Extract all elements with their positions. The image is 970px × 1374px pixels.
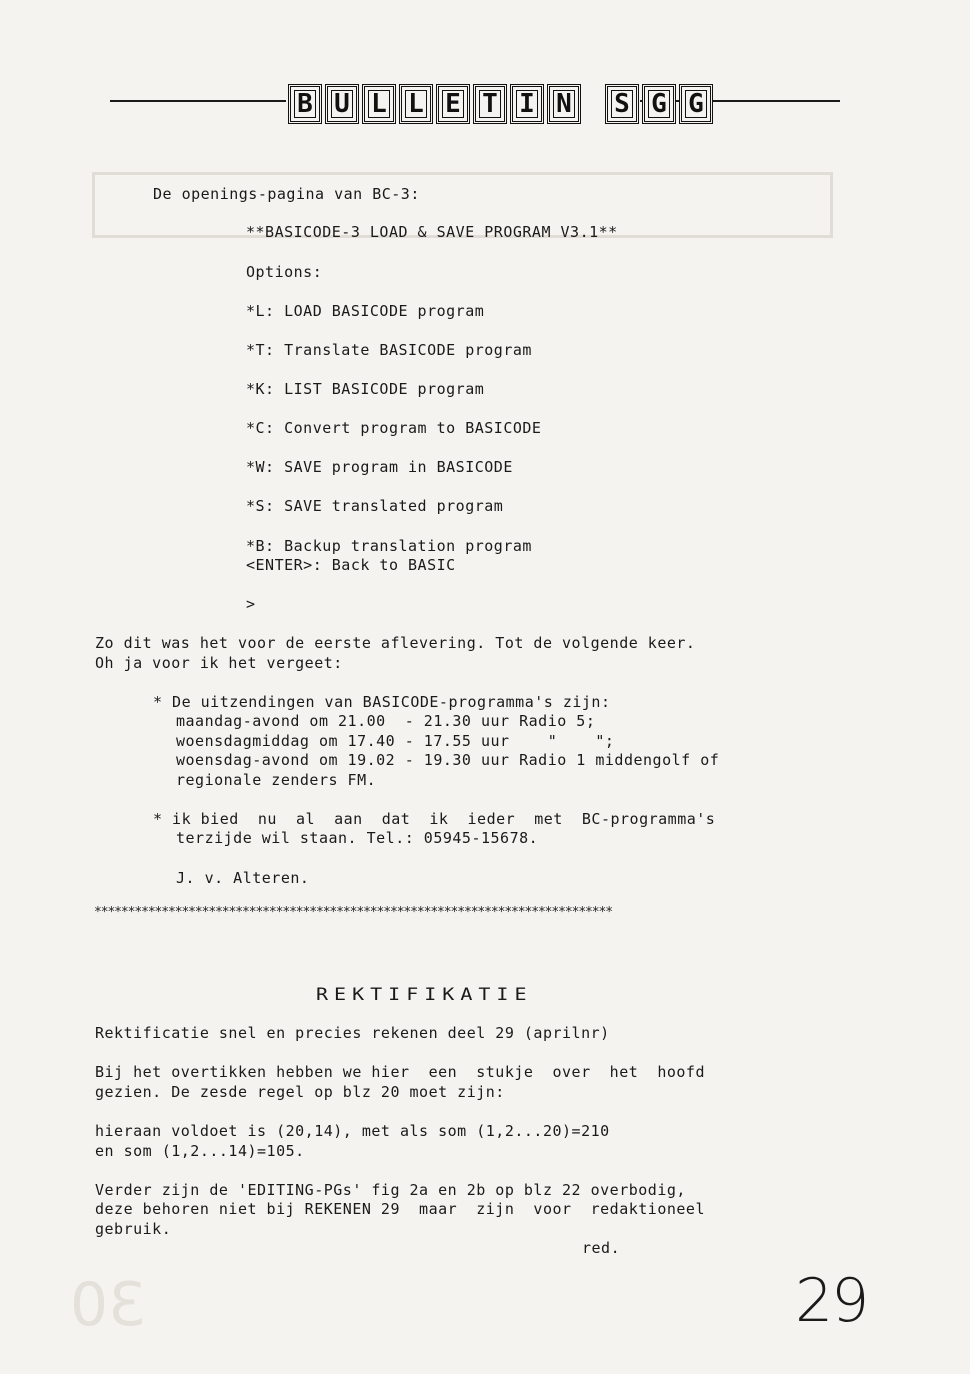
show-through-page-number: 30 bbox=[70, 1270, 147, 1340]
rektifikatie-formula: hieraan voldoet is (20,14), met als som (1,2...20)=210 bbox=[95, 1122, 610, 1140]
offer-line: terzijde wil staan. Tel.: 05945-15678. bbox=[176, 829, 539, 847]
screen-option-w: *W: SAVE program in BASICODE bbox=[246, 458, 513, 476]
masthead-letter: E bbox=[436, 84, 470, 124]
masthead-letter: I bbox=[510, 84, 544, 124]
masthead-letter: G bbox=[679, 84, 713, 124]
masthead-letter: L bbox=[362, 84, 396, 124]
page-number: 29 bbox=[795, 1266, 868, 1336]
screen-options-label: Options: bbox=[246, 263, 323, 281]
broadcast-bullet: * De uitzendingen van BASICODE-programma's zijn: bbox=[153, 693, 611, 711]
masthead bbox=[288, 84, 713, 124]
broadcast-line: maandag-avond om 21.00 - 21.30 uur Radio 5; bbox=[176, 712, 596, 730]
masthead-letter: T bbox=[473, 84, 507, 124]
rektifikatie-paragraph: gebruik. bbox=[95, 1220, 172, 1238]
closing-line-1: Zo dit was het voor de eerste aflevering. Tot de volgende keer. bbox=[95, 634, 696, 652]
rektifikatie-formula: en som (1,2...14)=105. bbox=[95, 1142, 305, 1160]
broadcast-line: woensdagmiddag om 17.40 - 17.55 uur " "; bbox=[176, 732, 615, 750]
screen-option-enter: <ENTER>: Back to BASIC bbox=[246, 556, 456, 574]
masthead-letter: N bbox=[547, 84, 581, 124]
rektifikatie-paragraph: Verder zijn de 'EDITING-PGs' fig 2a en 2b op blz 22 overbodig, bbox=[95, 1181, 686, 1199]
masthead-letter: S bbox=[605, 84, 639, 124]
screen-option-t: *T: Translate BASICODE program bbox=[246, 341, 532, 359]
screen-option-k: *K: LIST BASICODE program bbox=[246, 380, 485, 398]
masthead-letter: B bbox=[288, 84, 322, 124]
broadcast-line: woensdag-avond om 19.02 - 19.30 uur Radio 1 middengolf of bbox=[176, 751, 720, 769]
masthead-letter: G bbox=[642, 84, 676, 124]
rektifikatie-paragraph: deze behoren niet bij REKENEN 29 maar zijn voor redaktioneel bbox=[95, 1200, 705, 1218]
masthead-letter: L bbox=[399, 84, 433, 124]
rektifikatie-paragraph: gezien. De zesde regel op blz 20 moet zijn: bbox=[95, 1083, 505, 1101]
closing-line-2: Oh ja voor ik het vergeet: bbox=[95, 654, 343, 672]
rektifikatie-paragraph: Bij het overtikken hebben we hier een stukje over het hoofd bbox=[95, 1063, 705, 1081]
offer-bullet: * ik bied nu al aan dat ik ieder met BC-programma's bbox=[153, 810, 716, 828]
screen-prompt: > bbox=[246, 595, 256, 613]
masthead-letter: U bbox=[325, 84, 359, 124]
author-signature: J. v. Alteren. bbox=[176, 869, 310, 887]
screen-option-b: *B: Backup translation program bbox=[246, 537, 532, 555]
separator-stars: ***************************************************************************** bbox=[94, 905, 612, 920]
rektifikatie-subject: Rektificatie snel en precies rekenen deel 29 (aprilnr) bbox=[95, 1024, 610, 1042]
editor-signature: red. bbox=[582, 1239, 621, 1257]
screen-option-s: *S: SAVE translated program bbox=[246, 497, 504, 515]
screen-option-c: *C: Convert program to BASICODE bbox=[246, 419, 542, 437]
screen-title: **BASICODE-3 LOAD & SAVE PROGRAM V3.1** bbox=[246, 223, 618, 241]
section-heading: REKTIFIKATIE bbox=[316, 983, 533, 1005]
screen-intro: De openings-pagina van BC-3: bbox=[153, 185, 420, 203]
broadcast-line: regionale zenders FM. bbox=[176, 771, 377, 789]
screen-option-l: *L: LOAD BASICODE program bbox=[246, 302, 485, 320]
header-rule-left bbox=[110, 100, 286, 102]
